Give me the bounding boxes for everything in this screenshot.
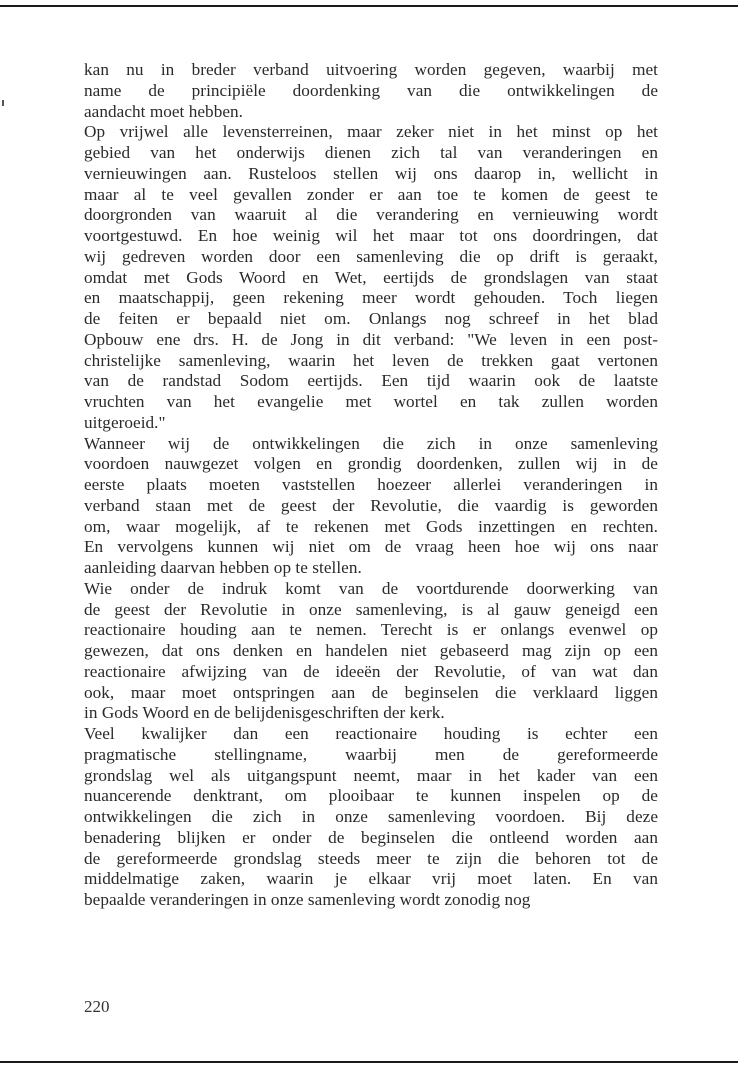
text-line: de gereformeerde grondslag steeds meer te zijn die behoren tot de xyxy=(84,848,658,868)
paragraph xyxy=(84,434,658,579)
text-line: gebied van het onderwijs dienen zich tal van veranderingen en xyxy=(84,143,658,162)
text-line: maar al te veel gevallen zonder er aan toe te komen de geest te xyxy=(84,184,658,204)
text-line: in Gods Woord en de belijdenisgeschriften der kerk. xyxy=(84,703,445,723)
text-line: reactionaire houding aan te nemen. Terecht is er onlangs evenwel op xyxy=(84,620,658,640)
text-line: verband staan met de geest der Revolutie, die vaardig is geworden xyxy=(84,495,658,515)
text-line: voordoen nauwgezet volgen en grondig doordenken, zullen wij in de xyxy=(84,454,658,474)
text-line: ontwikkelingen die zich in onze samenleving voordoen. Bij deze xyxy=(84,807,658,826)
text-line: nuancerende denktrant, om plooibaar te kunnen inspelen op de xyxy=(84,786,658,806)
paragraph xyxy=(84,122,658,433)
text-line: doorgronden van waaruit al die verandering en vernieuwing wordt xyxy=(84,205,658,225)
text-line: omdat met Gods Woord en Wet, eertijds de grondslagen van staat xyxy=(84,267,658,287)
text-line: aanleiding daarvan hebben op te stellen. xyxy=(84,558,362,577)
text-line: gewezen, dat ons denken en handelen niet gebaseerd mag zijn op een xyxy=(84,641,658,660)
text-line: en maatschappij, geen rekening meer wordt gehouden. Toch liegen xyxy=(84,288,658,308)
text-line: reactionaire afwijzing van de ideeën der Revolutie, of van wat dan xyxy=(84,661,658,681)
text-line: ook, maar moet ontspringen aan de beginselen die verklaard liggen xyxy=(84,682,658,702)
text-line: benadering blijken er onder de beginselen die ontleend worden aan xyxy=(84,827,658,847)
text-line: om, waar mogelijk, af te rekenen met Gods inzettingen en rechten. xyxy=(84,516,658,536)
paragraph xyxy=(84,724,658,911)
page-body-text xyxy=(84,60,658,911)
paragraph xyxy=(84,579,658,724)
text-line: grondslag wel als uitgangspunt neemt, maar in het kader van een xyxy=(84,765,658,785)
top-edge-rule xyxy=(0,5,738,7)
text-line: voortgestuwd. En hoe weinig wil het maar tot ons doordringen, dat xyxy=(84,226,658,245)
text-line: bepaalde veranderingen in onze samenleving wordt zonodig nog xyxy=(84,890,531,909)
text-line: Veel kwalijker dan een reactionaire houding is echter een xyxy=(84,724,658,743)
paragraph xyxy=(84,60,658,122)
text-line: de geest der Revolutie in onze samenleving, is al gauw geneigd een xyxy=(84,599,658,619)
text-line: Opbouw ene drs. H. de Jong in dit verband: "We leven in een post- xyxy=(84,329,658,349)
text-line: name de principiële doordenking van die ontwikkelingen de xyxy=(84,80,658,100)
margin-mark xyxy=(2,100,4,106)
text-line: Wie onder de indruk komt van de voortdurende doorwerking van xyxy=(84,578,658,598)
text-line: Op vrijwel alle levensterreinen, maar zeker niet in het minst op het xyxy=(84,122,658,142)
text-line: middelmatige zaken, waarin je elkaar vrij moet laten. En van xyxy=(84,869,658,889)
text-line: van de randstad Sodom eertijds. Een tijd waarin ook de laatste xyxy=(84,371,658,391)
text-line: uitgeroeid." xyxy=(84,412,166,432)
text-line: christelijke samenleving, waarin het leven de trekken gaat vertonen xyxy=(84,350,658,370)
text-line: eerste plaats moeten vaststellen hoezeer allerlei veranderingen in xyxy=(84,475,658,494)
text-line: pragmatische stellingname, waarbij men de gereformeerde xyxy=(84,744,658,764)
text-line: En vervolgens kunnen wij niet om de vraag heen hoe wij ons naar xyxy=(84,537,658,557)
text-line: Wanneer wij de ontwikkelingen die zich in onze samenleving xyxy=(84,433,658,453)
text-line: kan nu in breder verband uitvoering worden gegeven, waarbij met xyxy=(84,60,658,79)
text-line: wij gedreven worden door een samenleving die op drift is geraakt, xyxy=(84,246,658,266)
text-line: de feiten er bepaald niet om. Onlangs nog schreef in het blad xyxy=(84,309,658,328)
text-line: vernieuwingen aan. Rusteloos stellen wij ons daarop in, wellicht in xyxy=(84,163,658,183)
text-line: vruchten van het evangelie met wortel en tak zullen worden xyxy=(84,392,658,411)
bottom-edge-rule xyxy=(0,1061,738,1063)
text-line: aandacht moet hebben. xyxy=(84,101,244,121)
page-number: 220 xyxy=(84,997,110,1016)
